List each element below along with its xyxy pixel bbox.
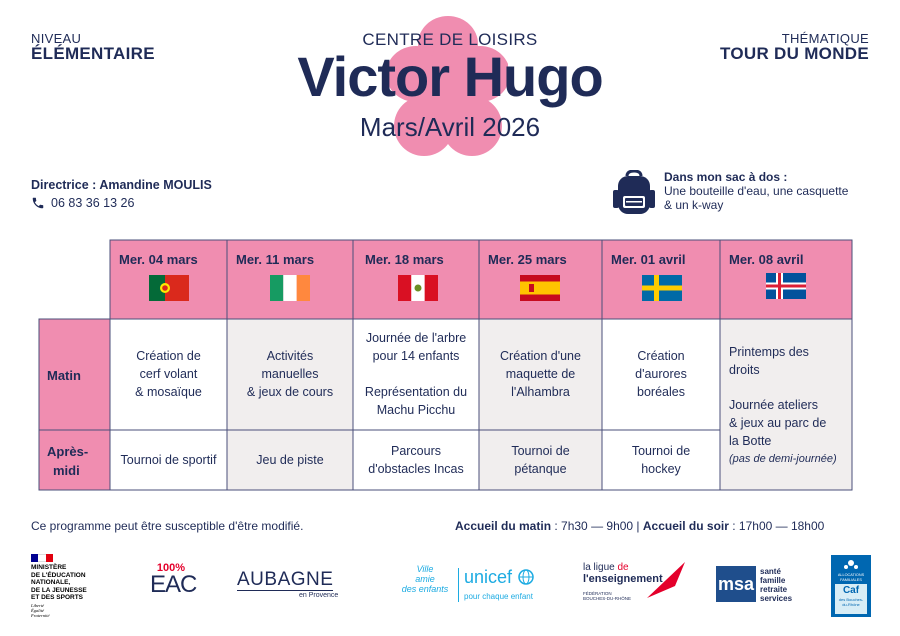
caf-emblem-icon <box>843 558 859 572</box>
caf-logo: ALLOCATIONS FAMILIALES Caf des Bouches- du-Rhône <box>831 555 871 617</box>
ligue-enseignement-logo: la ligue de l'enseignement FÉDÉRATION BOUCHES-DU-RHÔNE <box>583 562 688 612</box>
matin-cell-4: Création d'une maquette de l'Alhambra <box>500 349 581 399</box>
theme-label: THÉMATIQUE <box>781 31 869 46</box>
period-subtitle: Mars/Avril 2026 <box>359 112 541 142</box>
peru-flag-icon <box>398 275 438 301</box>
last-col-cell: Printemps des droits Journée ateliers & jeux au parc de la Botte (pas de demi-journée) <box>729 345 837 465</box>
backpack-line-2: & un k-way <box>664 198 724 212</box>
centre-label: CENTRE DE LOISIRS <box>362 30 538 49</box>
matin-cell-2: Activités manuelles & jeux de cours <box>246 349 334 399</box>
matin-cell-1: Création de cerf volant & mosaïque <box>135 349 202 399</box>
ireland-flag-icon <box>270 275 310 301</box>
modification-note: Ce programme peut être susceptible d'être modifié. <box>31 519 304 533</box>
apres-cell-2: Jeu de piste <box>256 453 324 467</box>
col-date-3: Mer. 18 mars <box>365 252 444 267</box>
matin-cell-3: Journée de l'arbre pour 14 enfants Représentation du Machu Picchu <box>364 331 468 417</box>
theme-value: TOUR DU MONDE <box>719 44 869 63</box>
row-label-matin: Matin <box>47 368 81 383</box>
niveau-value: ÉLÉMENTAIRE <box>31 44 155 63</box>
ministere-logo: MINISTÈRE DE L'ÉDUCATION NATIONALE, DE LA JEUNESSE ET DES SPORTS Liberté Égalité Fraternité <box>31 554 111 618</box>
col-date-2: Mer. 11 mars <box>236 252 315 267</box>
ligue-arrow-icon <box>645 560 687 600</box>
msa-logo: msa santé famille retraite services <box>717 567 793 603</box>
backpack-line-1: Une bouteille d'eau, une casquette <box>664 184 849 198</box>
niveau-label: NIVEAU <box>31 31 82 46</box>
apres-cell-1: Tournoi de sportif <box>120 453 217 467</box>
eac-logo: 100% EAC <box>150 562 197 598</box>
col-date-5: Mer. 01 avril <box>611 252 686 267</box>
tricolor-icon <box>31 554 53 562</box>
page-title: Victor Hugo <box>297 45 603 108</box>
matin-cell-5: Création d'aurores boréales <box>635 349 687 399</box>
backpack-title: Dans mon sac à dos : <box>664 170 788 184</box>
spain-flag-icon <box>520 275 560 301</box>
aubagne-logo: AUBAGNE en Provence <box>237 569 339 599</box>
portugal-flag-icon <box>149 275 189 301</box>
col-date-4: Mer. 25 mars <box>488 252 567 267</box>
col-date-1: Mer. 04 mars <box>119 252 198 267</box>
unicef-logo: Ville amie des enfants unicef pour chaque enfant <box>396 564 546 612</box>
phone-number: 06 83 36 13 26 <box>51 196 135 210</box>
apres-cell-3: Parcours d'obstacles Incas <box>368 444 464 476</box>
apres-cell-4: Tournoi de pétanque <box>511 444 570 476</box>
ville-amie-label: Ville amie des enfants <box>401 564 449 594</box>
globe-icon <box>518 569 534 585</box>
col-date-6: Mer. 08 avril <box>729 252 804 267</box>
accueil-hours: Accueil du matin : 7h30 — 9h00 | Accueil du soir : 17h00 — 18h00 <box>455 519 825 533</box>
directrice-name: Directrice : Amandine MOULIS <box>31 178 212 192</box>
sweden-flag-icon <box>642 275 682 301</box>
iceland-flag-icon <box>766 273 806 299</box>
row-label-apres-midi: Après- midi <box>47 444 89 478</box>
apres-cell-5: Tournoi de hockey <box>631 444 691 476</box>
